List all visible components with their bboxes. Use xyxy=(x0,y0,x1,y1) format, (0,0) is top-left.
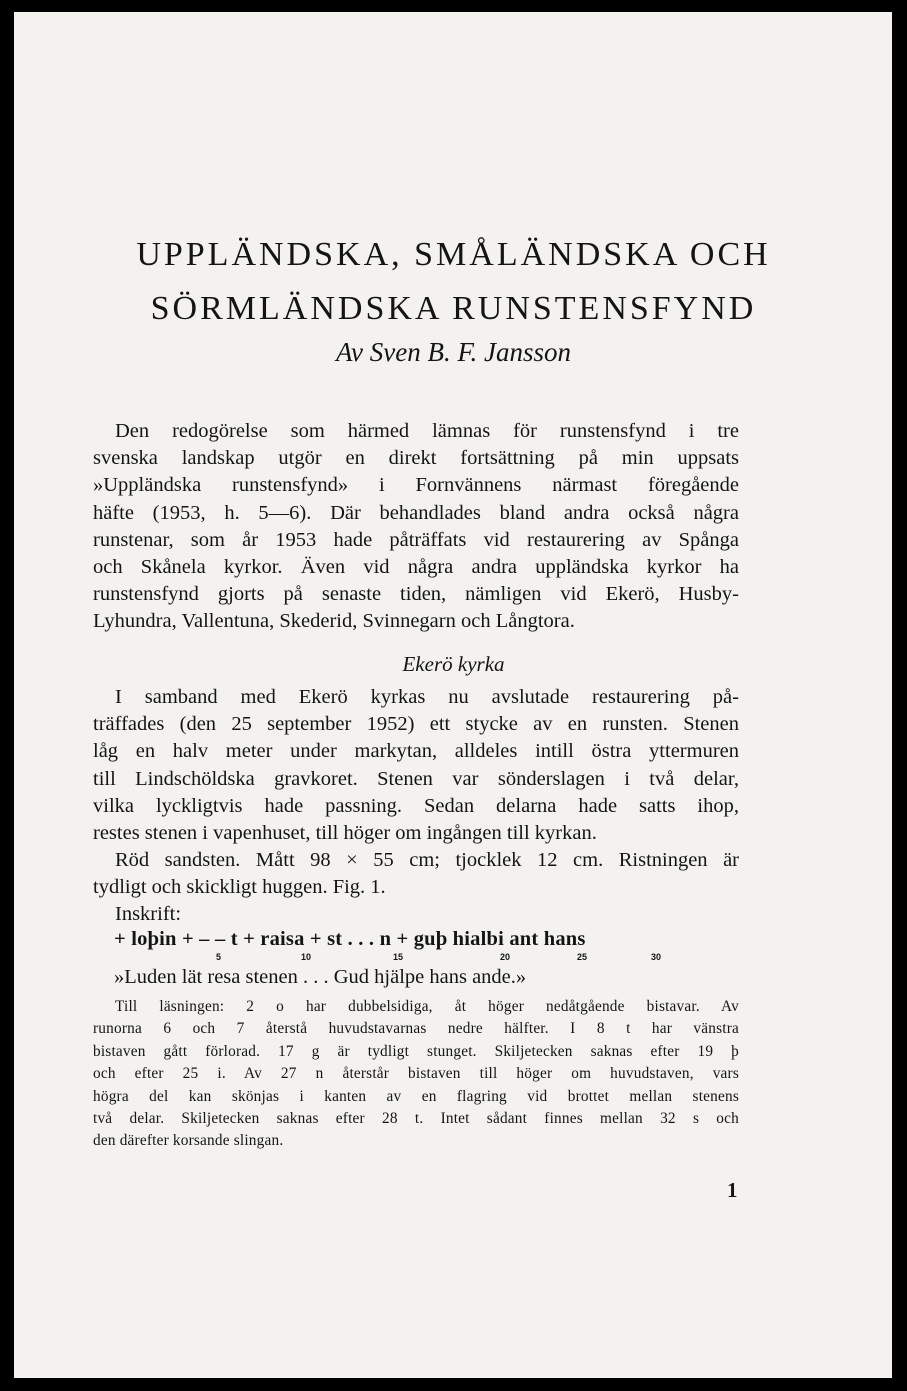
rune-number: 30 xyxy=(651,952,662,962)
article-title xyxy=(0,228,907,336)
section-line: restes stenen i vapenhuset, till höger om ingången till kyrkan. xyxy=(93,822,597,845)
rune-transliteration: + loþin + – – t + raisa + st . . . n + guþ hialbi ant hans xyxy=(114,928,586,950)
intro-line: svenska landskap utgör en direkt fortsättning på min uppsats xyxy=(93,447,739,470)
rune-number: 15 xyxy=(393,952,404,962)
section-line: vilka lyckligtvis hade passning. Sedan delarna hade satts ihop, xyxy=(93,794,739,817)
measure-line: tydligt och skickligt huggen. Fig. 1. xyxy=(93,876,386,899)
intro-line: häfte (1953, h. 5—6). Där behandlades bland andra också några xyxy=(93,501,739,524)
section-heading: Ekerö kyrka xyxy=(402,652,505,676)
section-line: till Lindschöldska gravkoret. Stenen var sönderslagen i två delar, xyxy=(93,767,739,790)
section-line: I samband med Ekerö kyrkas nu avslutade restaurering på- xyxy=(115,686,739,708)
note-line: Till läsningen: 2 o har dubbelsidiga, åt höger nedåtgående bistavar. Av xyxy=(115,998,739,1015)
note-line: bistaven gått förlorad. 17 g är tydligt stunget. Skiljetecken saknas efter 19 þ xyxy=(93,1042,739,1060)
intro-line: och Skånela kyrkor. Även vid några andra uppländska kyrkor ha xyxy=(93,556,739,579)
section-paragraph xyxy=(93,684,739,847)
intro-line: Lyhundra, Vallentuna, Skederid, Svinnegarn och Långtora. xyxy=(93,610,575,633)
page-number: 1 xyxy=(727,1178,738,1202)
rune-number-row xyxy=(0,952,907,966)
inscription-translation: »Luden lät resa stenen . . . Gud hjälpe hans ande.» xyxy=(114,966,527,988)
reading-notes xyxy=(93,996,739,1153)
note-line: och efter 25 i. Av 27 n återstår bistaven till höger om huvudstaven, vars xyxy=(93,1065,739,1083)
inscription-label: Inskrift: xyxy=(115,903,182,926)
intro-line: Den redogörelse som härmed lämnas för runstensfynd i tre xyxy=(115,420,739,442)
note-line: högra del kan skönjas i kanten av en flagring vid brottet mellan stenens xyxy=(93,1087,739,1105)
rune-number: 25 xyxy=(577,952,588,962)
rune-number: 5 xyxy=(216,952,222,962)
note-line: runorna 6 och 7 återstå huvudstavarnas nedre hälfter. I 8 t har vänstra xyxy=(93,1020,739,1038)
intro-line: runstenar, som år 1953 hade påträffats vid restaurering av Spånga xyxy=(93,528,739,551)
intro-paragraph xyxy=(93,418,739,636)
intro-line: »Uppländska runstensfynd» i Fornvännens närmast föregående xyxy=(93,474,739,497)
rune-number: 10 xyxy=(301,952,312,962)
measure-line: Röd sandsten. Mått 98 × 55 cm; tjocklek 12 cm. Ristningen är xyxy=(115,849,739,871)
section-line: träffades (den 25 september 1952) ett stycke av en runsten. Stenen xyxy=(93,713,739,736)
title-line-1: UPPLÄNDSKA, SMÅLÄNDSKA OCH xyxy=(136,236,771,273)
author-byline: Av Sven B. F. Jansson xyxy=(336,337,571,367)
rune-number: 20 xyxy=(500,952,511,962)
section-line: låg en halv meter under markytan, alldeles intill östra yttermuren xyxy=(93,740,739,763)
note-line: den därefter korsande slingan. xyxy=(93,1132,284,1150)
title-line-2: SÖRMLÄNDSKA RUNSTENSFYND xyxy=(150,290,757,327)
measure-paragraph xyxy=(93,847,739,929)
note-line: två delar. Skiljetecken saknas efter 28 t. Intet sådant finnes mellan 32 s och xyxy=(93,1110,739,1128)
intro-line: runstensfynd gjorts på senaste tiden, nämligen vid Ekerö, Husby- xyxy=(93,583,739,606)
